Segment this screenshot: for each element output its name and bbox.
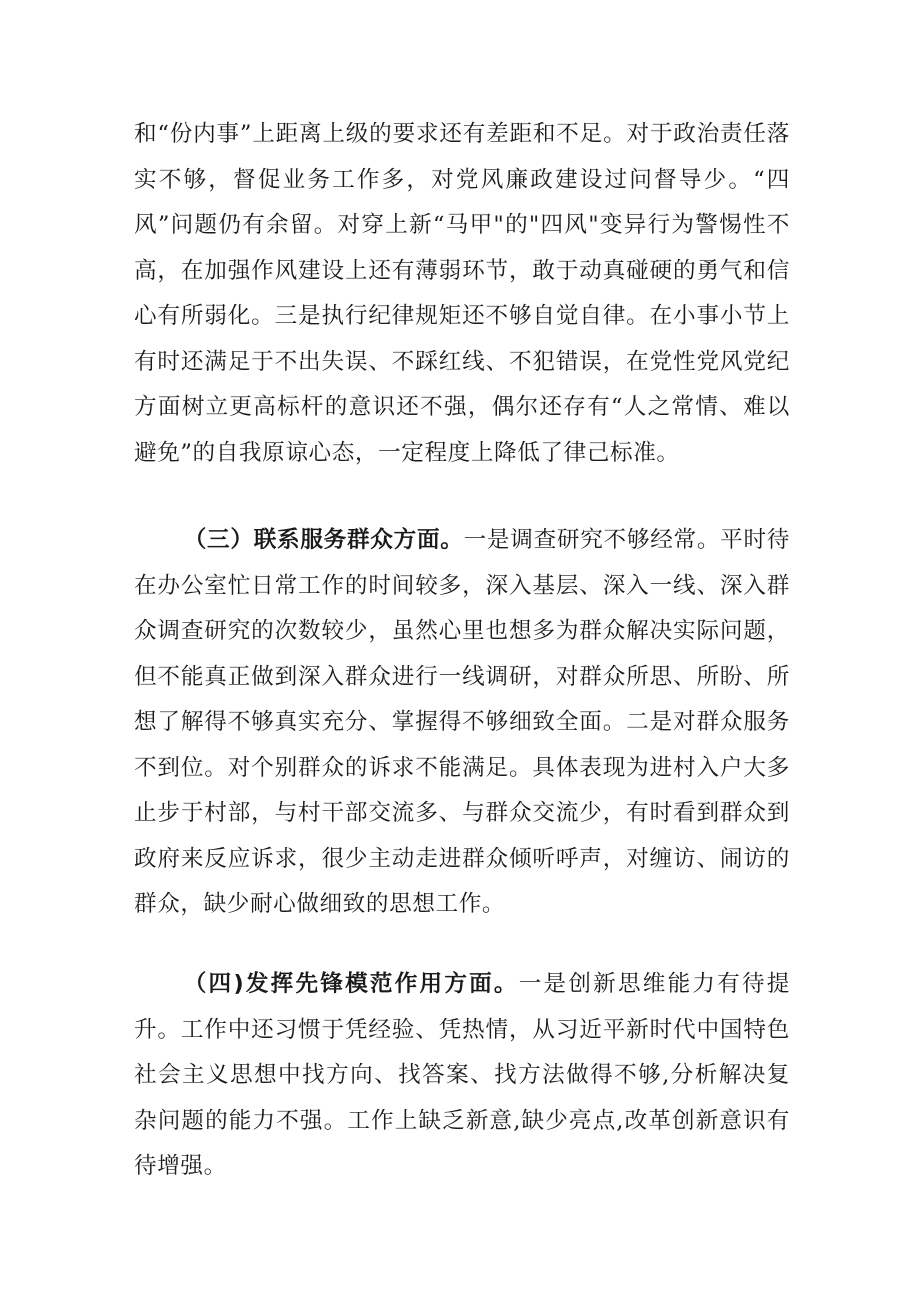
paragraph-text: 一是创新思维能力有待提升。工作中还习惯于凭经验、凭热情，从习近平新时代中国特色社会主义思想中找方向、找答案、找方法做得不够,分析解决复杂问题的能力不强。工作上缺乏新意,缺少亮点,改革创新意识有待增强。	[134, 971, 790, 1179]
paragraph-text: 一是调查研究不够经常。平时待在办公室忙日常工作的时间较多，深入基层、深入一线、深入群众调查研究的次数较少，虽然心里也想多为群众解决实际问题，但不能真正做到深入群众进行一线调研，对群众所思、所盼、所想了解得不够真实充分、掌握得不够细致全面。二是对群众服务不到位。对个别群众的诉求不能满足。具体表现为进村入户大多止步于村部，与村干部交流多、与群众交流少，有时看到群众到政府来反应诉求，很少主动走进群众倾听呼声，对缠访、闹访的群众，缺少耐心做细致的思想工作。	[134, 527, 791, 917]
paragraph-vanguard-role	[134, 962, 790, 1190]
section-heading: （四)发挥先锋模范作用方面。	[183, 971, 519, 997]
paragraph-contact-masses	[134, 518, 790, 928]
paragraph-continuation	[134, 112, 790, 476]
paragraph-text: 和“份内事”上距离上级的要求还有差距和不足。对于政治责任落实不够，督促业务工作多，对党风廉政建设过问督导少。“四风”问题仍有余留。对穿上新“马甲"的"四风"变异行为警惕性不高，在加强作风建设上还有薄弱环节，敢于动真碰硬的勇气和信心有所弱化。三是执行纪律规矩还不够自觉自律。在小事小节上有时还满足于不出失误、不踩红线、不犯错误，在党性党风党纪方面树立更高标杆的意识还不强，偶尔还存有“人之常情、难以避免”的自我原谅心态，一定程度上降低了律己标准。	[134, 121, 790, 466]
section-heading: （三）联系服务群众方面。	[183, 527, 464, 553]
